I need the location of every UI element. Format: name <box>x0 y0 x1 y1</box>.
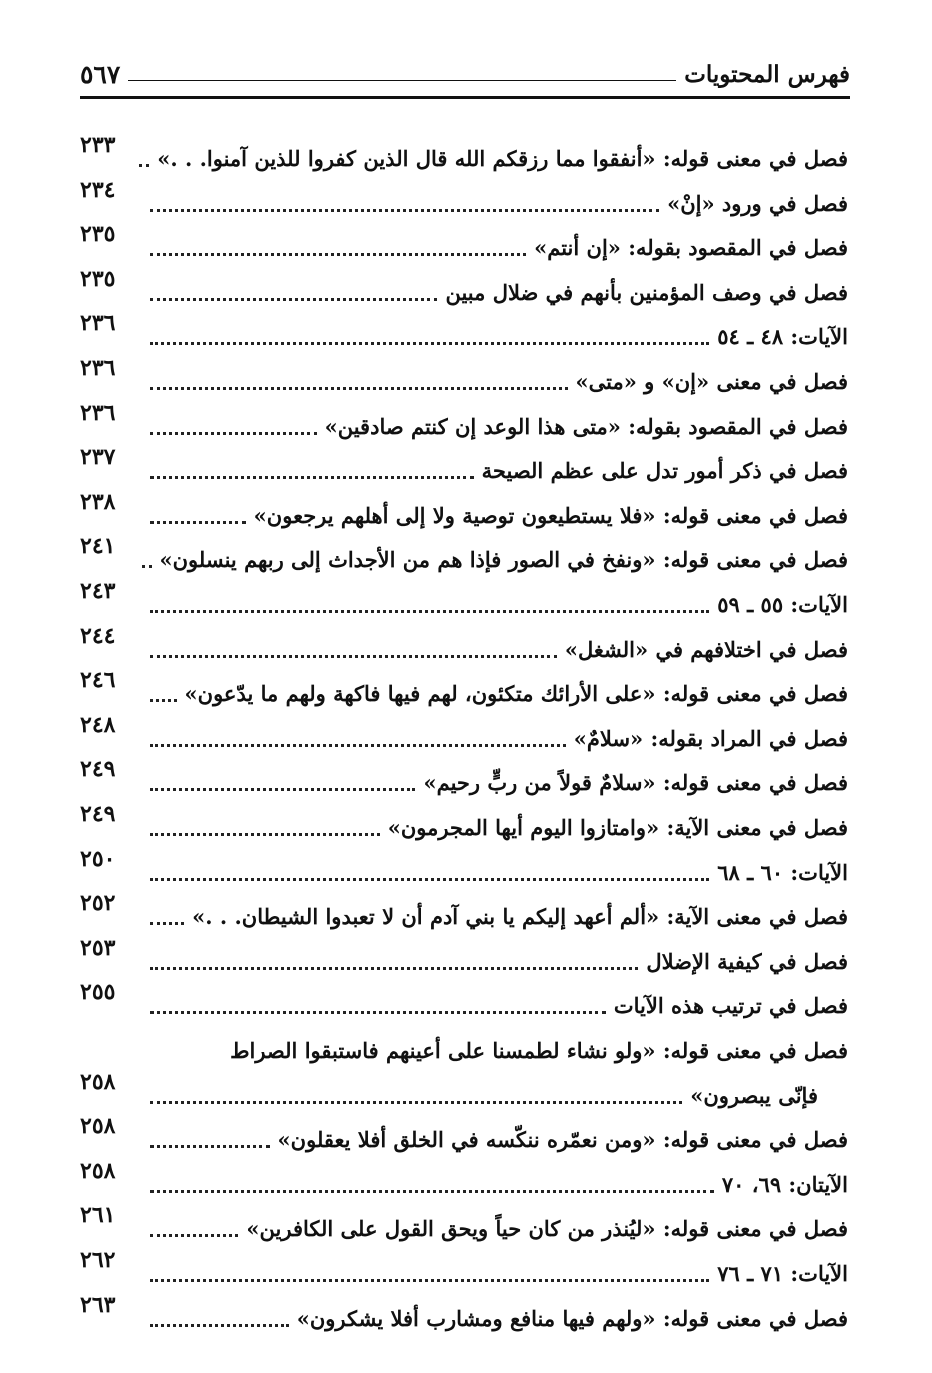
toc-entry-label: الآيات: ٥٥ ـ ٥٩ <box>717 592 848 617</box>
dot-leader <box>150 922 184 925</box>
dot-leader <box>150 209 659 212</box>
header-divider <box>80 96 850 99</box>
toc-page-number: ٢٦٣ <box>80 1291 116 1318</box>
toc-entry-label: فصل في معنى قوله: «فلا يستطيعون توصية ولا إلى أهلهم يرجعون» <box>253 502 848 528</box>
toc-entry <box>80 1290 848 1334</box>
toc-page-number: ٢٤٨ <box>80 711 116 738</box>
toc-page-number: ٢٤٣ <box>80 578 116 604</box>
toc-page-number: ٢٥٠ <box>80 845 116 872</box>
toc-entry <box>80 1156 848 1200</box>
toc-entry-label: فصل في معنى قوله: «ولهم فيها منافع ومشارب أفلا يشكرون» <box>296 1305 848 1331</box>
running-header <box>80 52 850 96</box>
dot-leader <box>150 655 557 658</box>
toc-page-number: ٢٣٥ <box>80 265 116 292</box>
toc-page-number: ٢٣٦ <box>80 310 116 337</box>
toc-page-number: ٢٤٩ <box>80 756 116 783</box>
dot-leader <box>150 1011 606 1014</box>
toc-entry <box>80 933 848 977</box>
dot-leader <box>150 253 526 256</box>
toc-entry-label: الآيات: ٧١ ـ ٧٦ <box>717 1261 848 1286</box>
toc-page-number: ٢٤٦ <box>80 667 116 694</box>
toc-page-number: ٢٣٤ <box>80 176 116 203</box>
toc-entry <box>80 576 848 620</box>
toc-entry <box>80 844 848 888</box>
dot-leader <box>150 298 437 301</box>
toc-entry-label: فصل في ترتيب هذه الآيات <box>613 993 848 1019</box>
dot-leader <box>150 1145 270 1148</box>
toc-page-number: ٢٤٤ <box>80 622 116 649</box>
toc-entry <box>80 665 848 709</box>
toc-entry-label: فصل في معنى قوله: «على الأرائك متكئون، لهم فيها فاكهة ولهم ما يدّعون» <box>184 681 848 707</box>
toc-entry <box>80 531 848 575</box>
dot-leader <box>150 342 709 345</box>
toc-page-number: ٢٣٨ <box>80 488 116 515</box>
toc-entry <box>80 308 848 352</box>
dot-leader <box>150 833 380 836</box>
toc-entry <box>80 799 848 843</box>
toc-page-number: ٢٣٦ <box>80 355 116 381</box>
toc-page-number: ٢٥٥ <box>80 979 116 1006</box>
toc-page-number: ٢٣٦ <box>80 399 116 426</box>
toc-entry <box>80 219 848 263</box>
toc-page-number: ٢٤١ <box>80 533 116 560</box>
toc-entry <box>80 398 848 442</box>
toc-entry <box>80 442 848 486</box>
toc-entry <box>80 1111 848 1155</box>
toc-entry <box>80 130 848 174</box>
dot-leader <box>150 744 566 747</box>
toc-page-number: ٢٥٣ <box>80 934 116 961</box>
toc-entry-label: فصل في معنى الآية: «ألم أعهد إليكم يا بني آدم أن لا تعبدوا الشيطان. . .» <box>192 904 848 930</box>
toc-entry <box>80 1022 848 1066</box>
dot-leader <box>150 1324 289 1327</box>
toc-page-number: ٢٦١ <box>80 1202 116 1229</box>
toc-page-number: ٢٤٩ <box>80 801 116 827</box>
toc-entry <box>80 977 848 1021</box>
dot-leader <box>150 476 474 479</box>
dot-leader <box>142 565 152 568</box>
toc-entry-label: الآيات: ٦٠ ـ ٦٨ <box>717 859 848 885</box>
toc-entry-label: فصل في معنى «إن» و «متى» <box>575 369 848 394</box>
toc-page-number: ٢٥٨ <box>80 1068 116 1095</box>
toc-entry-label: فصل في ذكر أمور تدل على عظم الصيحة <box>481 458 848 484</box>
dot-leader <box>150 432 317 435</box>
dot-leader <box>150 878 709 881</box>
toc-entry <box>80 1067 848 1111</box>
toc-entry <box>80 754 848 798</box>
toc-page-number: ٢٥٢ <box>80 890 116 917</box>
toc-entry-label: فصل في معنى قوله: «أنفقوا مما رزقكم الله قال الذين كفروا للذين آمنوا. . .» <box>157 146 848 171</box>
toc-entry-label: فصل في كيفية الإضلال <box>646 948 848 974</box>
toc-entry-label: فصل في المقصود بقوله: «إن أنتم» <box>534 235 848 261</box>
dot-leader <box>150 1101 682 1104</box>
dot-leader <box>150 699 177 702</box>
toc-entry <box>80 1245 848 1289</box>
dot-leader <box>139 164 149 167</box>
toc-entry <box>80 888 848 932</box>
toc-entry <box>80 175 848 219</box>
header-title: فهرس المحتويات <box>684 60 850 88</box>
toc-page-number: ٢٥٨ <box>80 1157 116 1184</box>
toc-entry-label: فصل في اختلافهم في «الشغل» <box>564 636 848 662</box>
toc-page-number: ٢٣٣ <box>80 132 116 158</box>
dot-leader <box>150 967 638 970</box>
dot-leader <box>150 1190 714 1193</box>
toc-entry <box>80 353 848 397</box>
toc-entry-label: فصل في معنى قوله: «ونفخ في الصور فإذا هم من الأجداث إلى ربهم ينسلون» <box>159 547 848 573</box>
dot-leader <box>150 521 246 524</box>
toc-entry-label: الآيات: ٤٨ ـ ٥٤ <box>717 324 848 350</box>
toc-entry-label: فصل في المراد بقوله: «سلامٌ» <box>573 725 848 751</box>
toc-page-number: ٢٦٢ <box>80 1247 116 1273</box>
dot-leader <box>150 788 415 791</box>
toc-entry-label: فصل في معنى قوله: «سلامٌ قولاً من ربٍّ رحيم» <box>423 770 848 796</box>
dot-leader <box>150 1279 709 1282</box>
toc-entry-label: فصل في معنى قوله: «ومن نعمّره ننكّسه في الخلق أفلا يعقلون» <box>277 1127 848 1153</box>
toc-page-number: ٢٣٥ <box>80 221 116 248</box>
dot-leader <box>150 387 568 390</box>
toc-entry <box>80 621 848 665</box>
toc-entry <box>80 1200 848 1244</box>
toc-entry-label: فإنّى يبصرون» <box>690 1082 818 1108</box>
toc-entry <box>80 710 848 754</box>
toc-entry-label: الآيتان: ٦٩، ٧٠ <box>721 1171 848 1197</box>
dot-leader <box>150 610 709 613</box>
toc-page-number: ٢٣٧ <box>80 444 116 471</box>
header-rule <box>128 80 676 81</box>
toc-entry-label: فصل في معنى قوله: «ليُنذر من كان حياً ويحق القول على الكافرين» <box>246 1216 848 1242</box>
toc-entry <box>80 487 848 531</box>
dot-leader <box>150 1234 238 1237</box>
page-number: ٥٦٧ <box>80 59 121 89</box>
toc-entry-label: فصل في معنى الآية: «وامتازوا اليوم أيها المجرمون» <box>387 815 848 840</box>
toc-entry <box>80 264 848 308</box>
toc-page-number: ٢٥٨ <box>80 1113 116 1140</box>
toc-entry-label: فصل في ورود «إنْ» <box>667 190 848 216</box>
toc-entry-label: فصل في وصف المؤمنين بأنهم في ضلال مبين <box>445 279 848 305</box>
toc-entry-label: فصل في معنى قوله: «ولو نشاء لطمسنا على أعينهم فاستبقوا الصراط <box>230 1038 848 1063</box>
toc-entry-label: فصل في المقصود بقوله: «متى هذا الوعد إن كنتم صادقين» <box>324 413 848 439</box>
